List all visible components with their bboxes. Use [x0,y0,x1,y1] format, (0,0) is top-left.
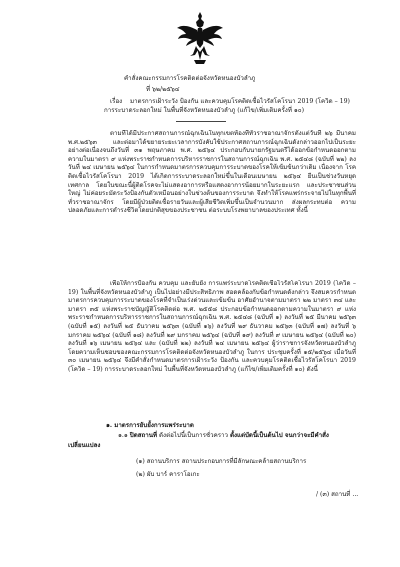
header-divider [176,121,226,122]
paragraph-authority: เพื่อให้การป้องกัน ควบคุม และยับยั้ง การแพร่ระบาดโรคติดเชื้อไวรัสโคโรนา 2019 (โควิด – 19) ในพื้นที่จังหวัดหนองบัวลำภู เป็นไปอย่างมีประสิทธิภาพ สอดคล้องกับข้อกำหนดดังกล่าว จึงสมควรกำหนด มาตรการควบคุมการระบาดของโรคที่จำเป็นเร่งด่วนและเข้มข้น อาศัยอำนาจตามมาตรา ๒๒ มาตรา ๓๔ และมาตรา ๓๕ แห่งพระราชบัญญัติโรคติดต่อ พ.ศ. ๒๕๕๘ ประกอบข้อกำหนดออกตามความในมาตรา ๙ แห่งพระราชกำหนดการบริหารราชการในสถานการณ์ฉุกเฉิน พ.ศ. ๒๕๔๘ (ฉบับที่ ๑) ลงวันที่ ๒๕ มีนาคม ๒๕๖๓ (ฉบับที่ ๑๕) ลงวันที่ ๒๕ ธันวาคม ๒๕๖๓ (ฉบับที่ ๑๖) ลงวันที่ ๒๙ ธันวาคม ๒๕๖๓ (ฉบับที่ ๑๗) ลงวันที่ ๖ มกราคม ๒๕๖๔ (ฉบับที่ ๑๘) ลงวันที่ ๒๙ มกราคม ๒๕๖๔ (ฉบับที่ ๑๙) ลงวันที่ ๙ เมษายน ๒๕๖๔ (ฉบับที่ ๒๐) ลงวันที่ ๑๖ เมษายน ๒๕๖๔ และ (ฉบับที่ ๒๒) ลงวันที่ ๒๔ เมษายน ๒๕๖๔ ผู้ว่าราชการจังหวัดหนองบัวลำภู โดยความเห็นชอบของคณะกรรมการโรคติดต่อจังหวัดหนองบัวลำภู ในการ ประชุมครั้งที่ ๑๕/๒๕๖๔ เมื่อวันที่ ๓๐ เมษายน ๒๕๖๔ จึงมีคำสั่งกำหนดมาตรการเฝ้าระวัง ป้องกัน และควบคุมโรคติดเชื้อไวรัสโคโรนา 2019 (โควิด – 19) การระบาดระลอกใหม่ ในพื้นที่จังหวัดหนองบัวลำภู (แก้ไข/เพิ่มเติมครั้งที่ ๑๐) ดังนี้ [68,280,356,373]
item-number: ๑.๑ [118,432,128,439]
subject-label: เรื่อง [110,98,123,105]
subject-line-1: มาตรการเฝ้าระวัง ป้องกัน และควบคุมโรคติดเชื้อไวรัสโคโรนา 2019 (โควิด – 19) [130,98,350,105]
paragraph-background: ตามที่ได้มีประกาศสถานการณ์ฉุกเฉินในทุกเขตท้องที่ทั่วราชอาณาจักรตั้งแต่วันที่ ๒๖ มีนาคม พ.ศ.๒๕๖๓ และต่อมาได้ขยายระยะเวลาการบังคับใช้ประกาศสถานการณ์ฉุกเฉินดังกล่าวออกไปเป็นระยะ อย่างต่อเนื่องจนถึงวันที่ ๓๑ พฤษภาคม พ.ศ. ๒๕๖๔ ประกอบกับนายกรัฐมนตรีได้ออกข้อกำหนดออกตาม ความในมาตรา ๙ แห่งพระราชกำหนดการบริหารราชการในสถานการณ์ฉุกเฉิน พ.ศ. ๒๕๔๘ (ฉบับที่ ๒๒) ลงวันที่ ๒๔ เมษายน ๒๕๖๔ ในการกำหนดมาตรการควบคุมการระบาดของโรคให้เข้มข้นกว่าเดิม เนื่องจาก โรคติดเชื้อไวรัสโคโรนา 2019 ได้เกิดการระบาดระลอกใหม่ขึ้นในเดือนเมษายน ๒๕๖๔ ยืนเป็นช่วงวันหยุด เทศกาล โดยในขณะนี้ผู้ติดโรคจะไม่แสดงอาการหรือแสดงอาการน้อยมากในระยะแรก และประชาชนส่วนใหญ่ ไม่ค่อยระมัดระวังป้องกันตัวเหมือนอย่างในช่วงต้นของการระบาด จึงทำให้โรคแพร่กระจายไปในทุกพื้นที่ ทั่วราชอาณาจักร โดยมีผู้ป่วยติดเชื้อรายวันและผู้เสียชีวิตเพิ่มขึ้นเป็นจำนวนมาก ส่งผลกระทบต่อ ความปลอดภัยและการดำรงชีวิตโดยปกติสุขของประชาชน ต่อระบบโรงพยาบาลของประเทศ ทั้งนี้ [68,130,356,215]
item-effective-cont: เปลี่ยนแปลง [68,442,101,449]
subject-line-2: การระบาดระลอกใหม่ ในพื้นที่จังหวัดหนองบัวลำภู (แก้ไข/เพิ่มเติมครั้งที่ ๑๐) [104,107,304,114]
order-number: ที่ ๖๒/๒๕๖๔ [146,86,180,93]
issuer-line: คำสั่งคณะกรรมการโรคติดต่อจังหวัดหนองบัวลำภู [124,75,256,82]
item-text: ดังต่อไปนี้เป็นการชั่วคราว [159,432,228,439]
section-heading: ๑. มาตรการยับยั้งการแพร่ระบาด [106,422,194,429]
item-1-1 [118,432,329,440]
item-effective: ตั้งแต่บัดนี้เป็นต้นไป จนกว่าจะมีคำสั่ง [229,432,329,439]
sub-item-2: (๒) ผับ บาร์ คาราโอเกะ [136,471,200,478]
item-lead: ปิดสถานที่ [129,432,158,439]
garuda-emblem-icon [176,10,224,66]
continuation-marker: / (๓) สถานที่ ... [316,491,359,498]
sub-item-1: (๑) สถานบริการ สถานประกอบการที่มีลักษณะคล้ายสถานบริการ [136,458,307,465]
